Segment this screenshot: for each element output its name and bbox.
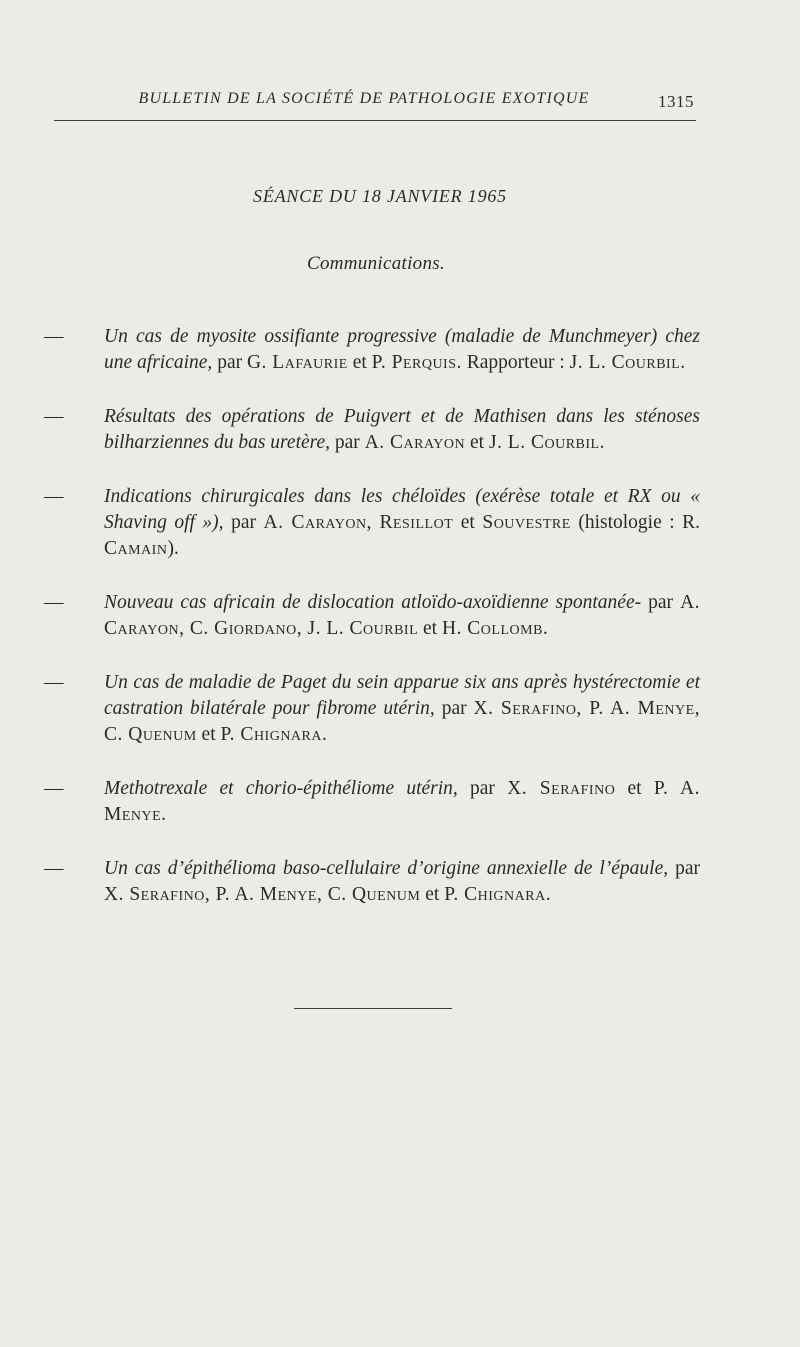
communication-title: Methotrexale et chorio-épithéliome utérin, [104,777,458,799]
communication-item: — Nouveau cas africain de dislocation atloïdo-axoïdienne spontanée- par A. Carayon, C. Giordano, J. L. Courbil et H. Collomb. [44,591,701,639]
author-name: H. Collomb. [441,617,549,639]
author-name: J. L. Courbil. [569,351,686,373]
communication-title: Un cas d’épithélioma baso-cellulaire d’origine annexielle de l’épaule, [104,857,669,879]
communication-item: — Indications chirurgicales dans les chéloïdes (exérèse totale et RX ou « Shaving off »), par A. Carayon, Resillot et Souvestre (histologie : R. Camain). [44,485,701,559]
communication-item: — Résultats des opérations de Puigvert et de Mathisen dans les sténoses bilharziennes du bas uretère, par A. Carayon et J. L. Courbil. [44,405,700,453]
rapporteur-label: Rapporteur : [466,351,565,373]
author-name: P. Chignara. [444,883,552,905]
author-name: X. Serafino, P. A. Menye, C. Quenum [104,697,701,745]
author-name: J. L. Courbil. [488,431,605,453]
seance-title: SÉANCE DU 18 JANVIER 1965 [253,186,507,206]
communication-item: — Un cas de myosite ossifiante progressive (maladie de Munchmeyer) chez une africaine, par G. Lafaurie et P. Perquis. Rapporteur : J. L. Courbil. [44,325,700,373]
author-name: X. Serafino [507,777,616,799]
author-name: Camain [104,537,168,559]
communication-title: Un cas de maladie de Paget du sein apparue six ans après hystérectomie et castration bilatérale pour fibrome utérin, [104,671,700,719]
end-rule-divider [294,1008,452,1009]
communications-list [44,304,701,936]
communication-title: Indications chirurgicales dans les chéloïdes (exérèse totale et RX ou « Shaving off »), [104,485,700,533]
author-name: A. Carayon [364,431,466,453]
histology-note: (histologie : R. [578,511,701,533]
journal-title: BULLETIN DE LA SOCIÉTÉ DE PATHOLOGIE EXOTIQUE [138,90,590,107]
author-name: P. Chignara. [220,723,328,745]
communication-title: Un cas de myosite ossifiante progressive (maladie de Munchmeyer) chez une africaine, [104,325,700,373]
author-name: Souvestre [482,511,571,533]
author-name: Resillot [379,511,454,533]
running-header [54,86,696,121]
author-name: P. A. Menye. [104,777,700,825]
author-name: X. Serafino, P. A. Menye, C. Quenum [104,883,421,905]
author-name: A. Carayon, [263,511,372,533]
author-name: P. Perquis. [371,351,462,373]
communication-item: — Un cas d’épithélioma baso-cellulaire d’origine annexielle de l’épaule, par X. Serafino, P. A. Menye, C. Quenum et P. Chignara. [44,857,700,905]
communication-title: Nouveau cas africain de dislocation atloïdo-axoïdienne spontanée- [104,591,642,613]
communication-item: — Un cas de maladie de Paget du sein apparue six ans après hystérectomie et castration bilatérale pour fibrome utérin, par X. Serafino, P. A. Menye, C. Quenum et P. Chignara. [44,671,701,745]
author-name: G. Lafaurie [246,351,348,373]
communication-item: — Methotrexale et chorio-épithéliome utérin, par X. Serafino et P. A. Menye. [44,777,700,825]
section-heading: Communications. [306,253,446,274]
author-name: A. Carayon, C. Giordano, J. L. Courbil [104,591,701,639]
communication-title: Résultats des opérations de Puigvert et de Mathisen dans les sténoses bilharziennes du bas uretère, [104,405,700,453]
page-number: 1315 [658,92,694,111]
